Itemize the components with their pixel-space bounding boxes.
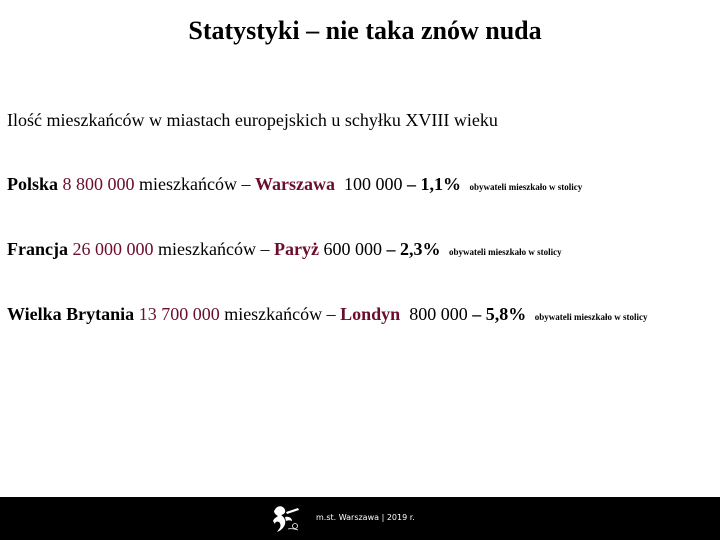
capital-name: Warszawa xyxy=(254,174,335,194)
capital-population: 100 000 xyxy=(343,174,403,194)
capital-name: Londyn xyxy=(340,304,401,324)
footer-bar xyxy=(0,497,720,540)
capital-note: obywateli mieszkało w stolicy xyxy=(534,312,648,322)
capital-note: obywateli mieszkało w stolicy xyxy=(469,182,583,192)
residents-label: mieszkańców – xyxy=(157,239,270,259)
residents-label: mieszkańców – xyxy=(224,304,336,324)
stat-line-poland xyxy=(7,172,713,196)
warsaw-mermaid-logo-icon xyxy=(268,504,304,534)
residents-label: mieszkańców – xyxy=(139,174,251,194)
capital-population: 600 000 xyxy=(323,239,382,259)
subtitle: Ilość mieszkańców w miastach europejskich u schyłku XVIII wieku xyxy=(7,110,498,130)
country-population: 26 000 000 xyxy=(72,239,154,259)
stat-line-great-britain xyxy=(7,304,713,324)
capital-percent: – 2,3% xyxy=(386,239,441,259)
page-title: Statystyki – nie taka znów nuda xyxy=(188,16,542,45)
capital-percent: – 1,1% xyxy=(406,174,461,194)
country-population: 13 700 000 xyxy=(138,304,220,324)
footer-caption: m.st. Warszawa | 2019 r. xyxy=(316,513,415,522)
stat-line-france xyxy=(7,237,713,261)
country-name: Francja xyxy=(7,239,68,259)
capital-percent: – 5,8% xyxy=(472,304,527,324)
country-name: Polska xyxy=(7,174,59,194)
capital-population: 800 000 xyxy=(409,304,468,324)
country-name: Wielka Brytania xyxy=(7,304,135,324)
capital-name: Paryż xyxy=(273,239,319,259)
country-population: 8 800 000 xyxy=(62,174,135,194)
capital-note: obywateli mieszkało w stolicy xyxy=(448,247,562,257)
